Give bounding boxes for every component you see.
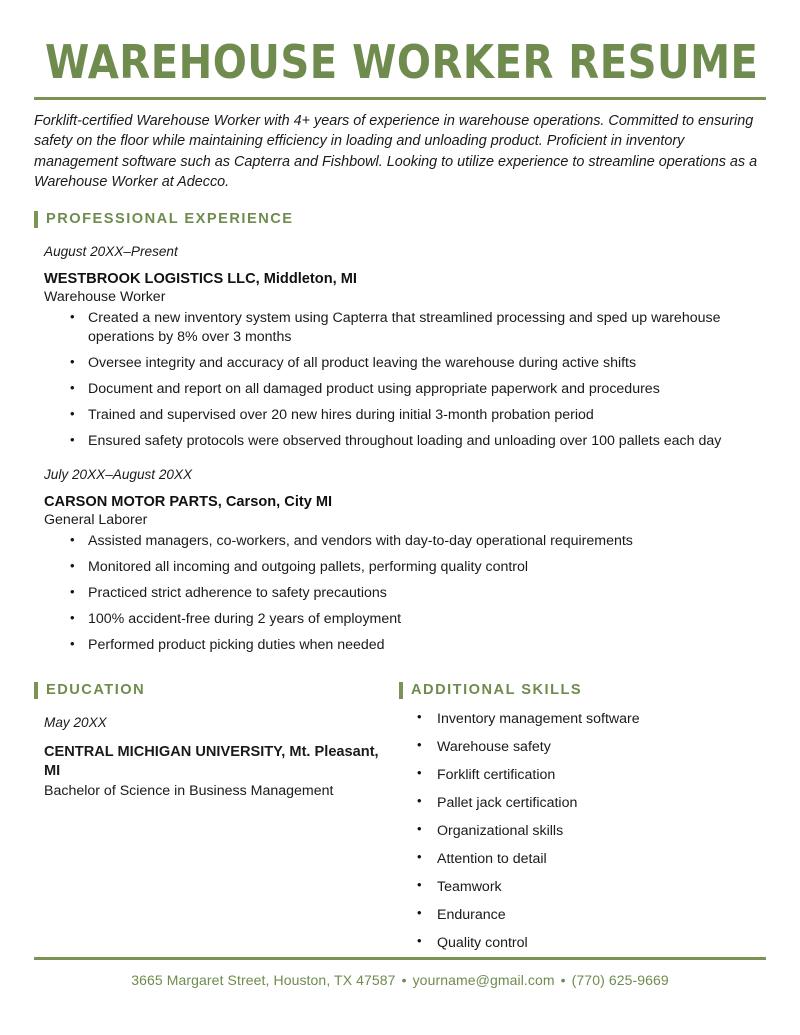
experience-entry bbox=[34, 467, 766, 655]
section-title-education: EDUCATION bbox=[46, 682, 146, 699]
section-title-experience: PROFESSIONAL EXPERIENCE bbox=[46, 211, 294, 228]
lower-columns bbox=[34, 682, 766, 952]
professional-summary: Forklift-certified Warehouse Worker with 4+ years of experience in warehouse operations. Committed to ensuring safety on the floor while maintaining efficiency in loading and unloading product. Proficient in inventory management software such as Capterra and Fishbowl. Looking to utilize experience to streamline operations as a Warehouse Worker at Adecco. bbox=[34, 113, 758, 191]
list-item: • Practiced strict adherence to safety precautions bbox=[34, 584, 766, 603]
list-item: • Warehouse safety bbox=[399, 738, 766, 756]
section-title-skills: ADDITIONAL SKILLS bbox=[411, 682, 583, 699]
list-item: • Pallet jack certification bbox=[399, 794, 766, 812]
experience-entry-role: Warehouse Worker bbox=[44, 288, 166, 305]
list-item: • Inventory management software bbox=[399, 710, 766, 728]
footer bbox=[34, 957, 766, 988]
education-school: CENTRAL MICHIGAN UNIVERSITY, Mt. Pleasant, MI bbox=[44, 744, 379, 779]
contact-separator-icon: • bbox=[401, 972, 407, 988]
section-accent-bar-icon bbox=[399, 682, 403, 699]
experience-entry-role: General Laborer bbox=[44, 512, 148, 528]
experience-entry-bullets bbox=[34, 532, 766, 655]
list-item: • Performed product picking duties when needed bbox=[34, 636, 766, 655]
contact-address: 3665 Margaret Street, Houston, TX 47587 bbox=[131, 972, 396, 988]
list-item: • Trained and supervised over 20 new hires during initial 3-month probation period bbox=[34, 406, 766, 425]
experience-entry bbox=[34, 244, 766, 451]
contact-line bbox=[34, 972, 766, 988]
education-degree: Bachelor of Science in Business Management bbox=[44, 782, 334, 799]
experience-entry-bullets bbox=[34, 309, 766, 451]
section-accent-bar-icon bbox=[34, 682, 38, 699]
contact-separator-icon: • bbox=[560, 972, 566, 988]
list-item: • Created a new inventory system using Capterra that streamlined processing and sped up warehouse operations by 8% over 3 months bbox=[34, 309, 766, 347]
title-divider bbox=[34, 97, 766, 100]
list-item: • Forklift certification bbox=[399, 766, 766, 784]
skills-list bbox=[399, 710, 766, 952]
page-title: WAREHOUSE WORKER RESUME bbox=[44, 35, 759, 89]
list-item: • Document and report on all damaged product using appropriate paperwork and procedures bbox=[34, 380, 766, 399]
experience-entry-date: August 20XX–Present bbox=[44, 243, 178, 259]
section-header-education bbox=[34, 682, 396, 699]
list-item: • Monitored all incoming and outgoing pallets, performing quality control bbox=[34, 558, 766, 577]
education-column bbox=[34, 682, 396, 952]
list-item: • Assisted managers, co-workers, and vendors with day-to-day operational requirements bbox=[34, 532, 766, 551]
contact-email[interactable]: yourname@gmail.com bbox=[412, 972, 555, 988]
list-item: • Organizational skills bbox=[399, 822, 766, 840]
list-item: • Quality control bbox=[399, 934, 766, 952]
experience-entry-organization: CARSON MOTOR PARTS, Carson, City MI bbox=[44, 494, 333, 510]
section-header-skills bbox=[399, 682, 766, 699]
list-item: • 100% accident-free during 2 years of employment bbox=[34, 610, 766, 629]
education-date: May 20XX bbox=[44, 715, 107, 731]
section-accent-bar-icon bbox=[34, 211, 38, 228]
skills-column bbox=[396, 682, 766, 952]
section-header-experience bbox=[34, 211, 766, 228]
contact-phone[interactable]: (770) 625-9669 bbox=[571, 972, 669, 988]
footer-divider bbox=[34, 957, 766, 960]
list-item: • Endurance bbox=[399, 906, 766, 924]
list-item: • Oversee integrity and accuracy of all product leaving the warehouse during active shifts bbox=[34, 354, 766, 373]
experience-entry-date: July 20XX–August 20XX bbox=[44, 467, 193, 482]
list-item: • Ensured safety protocols were observed throughout loading and unloading over 100 pallets each day bbox=[34, 432, 766, 451]
list-item: • Attention to detail bbox=[399, 850, 766, 868]
experience-entry-organization: WESTBROOK LOGISTICS LLC, Middleton, MI bbox=[44, 270, 357, 287]
list-item: • Teamwork bbox=[399, 878, 766, 896]
